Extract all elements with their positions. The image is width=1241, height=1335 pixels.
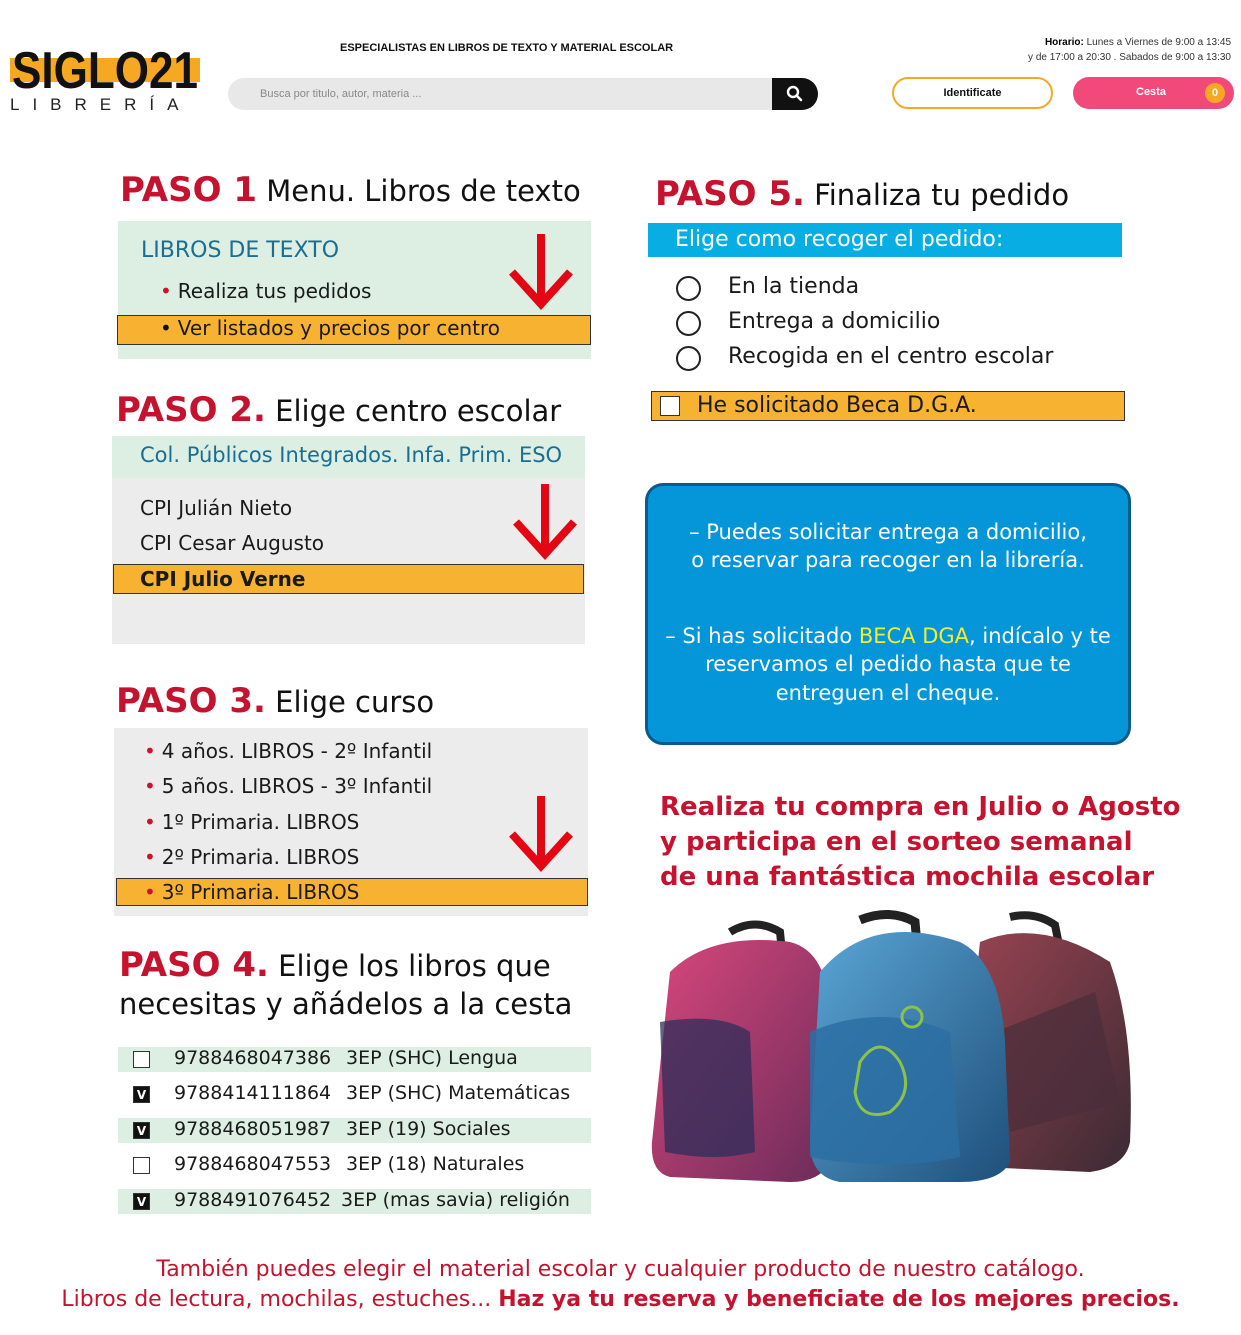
info-box xyxy=(645,483,1131,745)
step5-label: Finaliza tu pedido xyxy=(814,178,1070,212)
book-name: 3EP (19) Sociales xyxy=(346,1118,511,1140)
book-checkbox[interactable]: V xyxy=(133,1086,150,1103)
step2-title xyxy=(116,390,561,430)
book-name: 3EP (SHC) Lengua xyxy=(346,1047,518,1069)
logo[interactable] xyxy=(10,42,200,100)
step5-number: PASO 5. xyxy=(655,174,805,214)
magnifier-icon xyxy=(772,78,818,110)
step2-label: Elige centro escolar xyxy=(275,394,562,428)
bullet-icon: • xyxy=(160,316,172,340)
course-label: 3º Primaria. LIBROS xyxy=(161,880,360,904)
course-label: 5 años. LIBROS - 3º Infantil xyxy=(161,774,433,798)
book-isbn: 9788468047386 xyxy=(174,1047,332,1069)
step1-number: PASO 1 xyxy=(120,170,257,210)
step3-number: PASO 3. xyxy=(116,681,266,721)
book-checkbox[interactable] xyxy=(133,1051,150,1068)
delivery-header-bar: Elige como recoger el pedido: xyxy=(648,223,1122,257)
tagline: ESPECIALISTAS EN LIBROS DE TEXTO Y MATERIAL ESCOLAR xyxy=(340,42,674,54)
step2-number: PASO 2. xyxy=(116,390,266,430)
hours-label: Horario: xyxy=(1044,37,1084,48)
info-line-3 xyxy=(648,622,1128,651)
option-store-label[interactable]: En la tienda xyxy=(728,274,860,299)
promo-line-3: de una fantástica mochila escolar xyxy=(660,862,1155,892)
step3-title xyxy=(116,681,434,721)
beca-highlight: BECA DGA xyxy=(858,624,970,648)
promo-line-2: y participa en el sorteo semanal xyxy=(660,827,1133,857)
book-isbn: 9788491076452 xyxy=(174,1189,332,1211)
bullet-icon: • xyxy=(160,279,172,303)
footer-line-1: También puedes elegir el material escolar y cualquier producto de nuestro catálogo. xyxy=(156,1257,1085,1282)
arrow-down-icon xyxy=(506,232,576,312)
book-checkbox[interactable]: V xyxy=(133,1193,150,1210)
footer-text xyxy=(0,1255,1241,1315)
course-label: 2º Primaria. LIBROS xyxy=(161,845,360,869)
step3-label: Elige curso xyxy=(275,685,435,719)
arrow-down-icon xyxy=(506,794,576,874)
step2-heading[interactable]: Col. Públicos Integrados. Infa. Prim. ESO xyxy=(140,443,563,467)
book-row[interactable] xyxy=(118,1047,591,1072)
footer-line-2a: Libros de lectura, mochilas, estuches... xyxy=(61,1287,499,1312)
step1-item-label: Ver listados y precios por centro xyxy=(177,316,501,340)
cart-count-badge: 0 xyxy=(1205,83,1225,103)
info-line-4: reservamos el pedido hasta que te xyxy=(705,652,1071,676)
step1-item-label: Realiza tus pedidos xyxy=(177,279,372,303)
book-isbn: 9788414111864 xyxy=(174,1082,332,1104)
info-line-2: o reservar para recoger en la librería. xyxy=(691,548,1085,572)
info-line-1: – Puedes solicitar entrega a domicilio, xyxy=(689,520,1087,544)
step4-label-line1: Elige los libros que xyxy=(278,949,551,983)
bullet-icon: • xyxy=(144,810,156,834)
option-home-label[interactable]: Entrega a domicilio xyxy=(728,309,941,334)
course-label: 1º Primaria. LIBROS xyxy=(161,810,360,834)
book-name: 3EP (SHC) Matemáticas xyxy=(346,1082,571,1104)
promo-line-1: Realiza tu compra en Julio o Agosto xyxy=(660,792,1181,822)
header xyxy=(0,0,1241,130)
logo-text: SIGLO21 xyxy=(12,42,198,100)
hours-line-2: y de 17:00 a 20:30 . Sabados de 9:00 a 13:30 xyxy=(1028,52,1231,63)
search-bar xyxy=(228,78,818,110)
book-row[interactable] xyxy=(118,1082,591,1107)
book-checkbox[interactable] xyxy=(133,1157,150,1174)
book-isbn: 9788468051987 xyxy=(174,1118,332,1140)
login-button[interactable]: Identificate xyxy=(892,77,1053,109)
book-row[interactable] xyxy=(118,1189,591,1214)
opening-hours xyxy=(1028,35,1231,65)
hours-line-1: Lunes a Viernes de 9:00 a 13:45 xyxy=(1086,37,1231,48)
search-input[interactable] xyxy=(228,78,773,110)
course-item-selected[interactable] xyxy=(144,880,359,904)
step1-heading[interactable]: LIBROS DE TEXTO xyxy=(141,238,340,263)
course-item[interactable] xyxy=(144,739,432,763)
bullet-icon: • xyxy=(144,739,156,763)
book-name: 3EP (mas savia) religión xyxy=(341,1189,570,1211)
step5-title xyxy=(655,174,1069,214)
promo-text xyxy=(660,790,1181,895)
radio-store[interactable] xyxy=(676,276,701,301)
radio-school[interactable] xyxy=(676,346,701,371)
arrow-down-icon xyxy=(510,482,580,562)
book-row[interactable] xyxy=(118,1118,591,1143)
course-item[interactable] xyxy=(144,810,359,834)
book-name: 3EP (18) Naturales xyxy=(346,1153,525,1175)
cart-label: Cesta xyxy=(1136,86,1166,98)
book-row[interactable] xyxy=(118,1153,591,1178)
step1-item-listings[interactable] xyxy=(160,316,500,340)
course-item[interactable] xyxy=(144,845,359,869)
beca-checkbox[interactable] xyxy=(660,396,680,416)
step4-number: PASO 4. xyxy=(119,945,269,985)
book-isbn: 9788468047553 xyxy=(174,1153,332,1175)
book-checkbox[interactable]: V xyxy=(133,1122,150,1139)
bullet-icon: • xyxy=(144,845,156,869)
beca-checkbox-row[interactable] xyxy=(651,391,1125,421)
backpacks-image xyxy=(650,912,1150,1182)
info-line-3a: – Si has solicitado xyxy=(665,624,859,648)
step4-title xyxy=(119,945,551,985)
step1-item-orders[interactable] xyxy=(160,279,371,303)
option-school-label[interactable]: Recogida en el centro escolar xyxy=(728,344,1054,369)
school-item-julio-verne[interactable]: CPI Julio Verne xyxy=(140,567,306,591)
beca-label: He solicitado Beca D.G.A. xyxy=(697,393,977,418)
info-line-5: entreguen el cheque. xyxy=(775,681,1001,705)
info-line-3c: , indícalo y te xyxy=(969,624,1111,648)
bullet-icon: • xyxy=(144,774,156,798)
school-item-julian-nieto[interactable]: CPI Julián Nieto xyxy=(140,496,293,520)
footer-cta: Haz ya tu reserva y beneficiate de los mejores precios. xyxy=(498,1287,1180,1312)
step4-label-line2: necesitas y añádelos a la cesta xyxy=(119,987,573,1021)
search-button[interactable] xyxy=(772,78,818,110)
step1-label: Menu. Libros de texto xyxy=(266,174,581,208)
course-label: 4 años. LIBROS - 2º Infantil xyxy=(161,739,433,763)
school-item-cesar-augusto[interactable]: CPI Cesar Augusto xyxy=(140,531,325,555)
logo-subtitle: LIBRERÍA xyxy=(10,95,192,114)
course-item[interactable] xyxy=(144,774,432,798)
step1-title xyxy=(120,170,581,210)
bullet-icon: • xyxy=(144,880,156,904)
radio-home[interactable] xyxy=(676,311,701,336)
footer-line-2 xyxy=(0,1285,1241,1315)
